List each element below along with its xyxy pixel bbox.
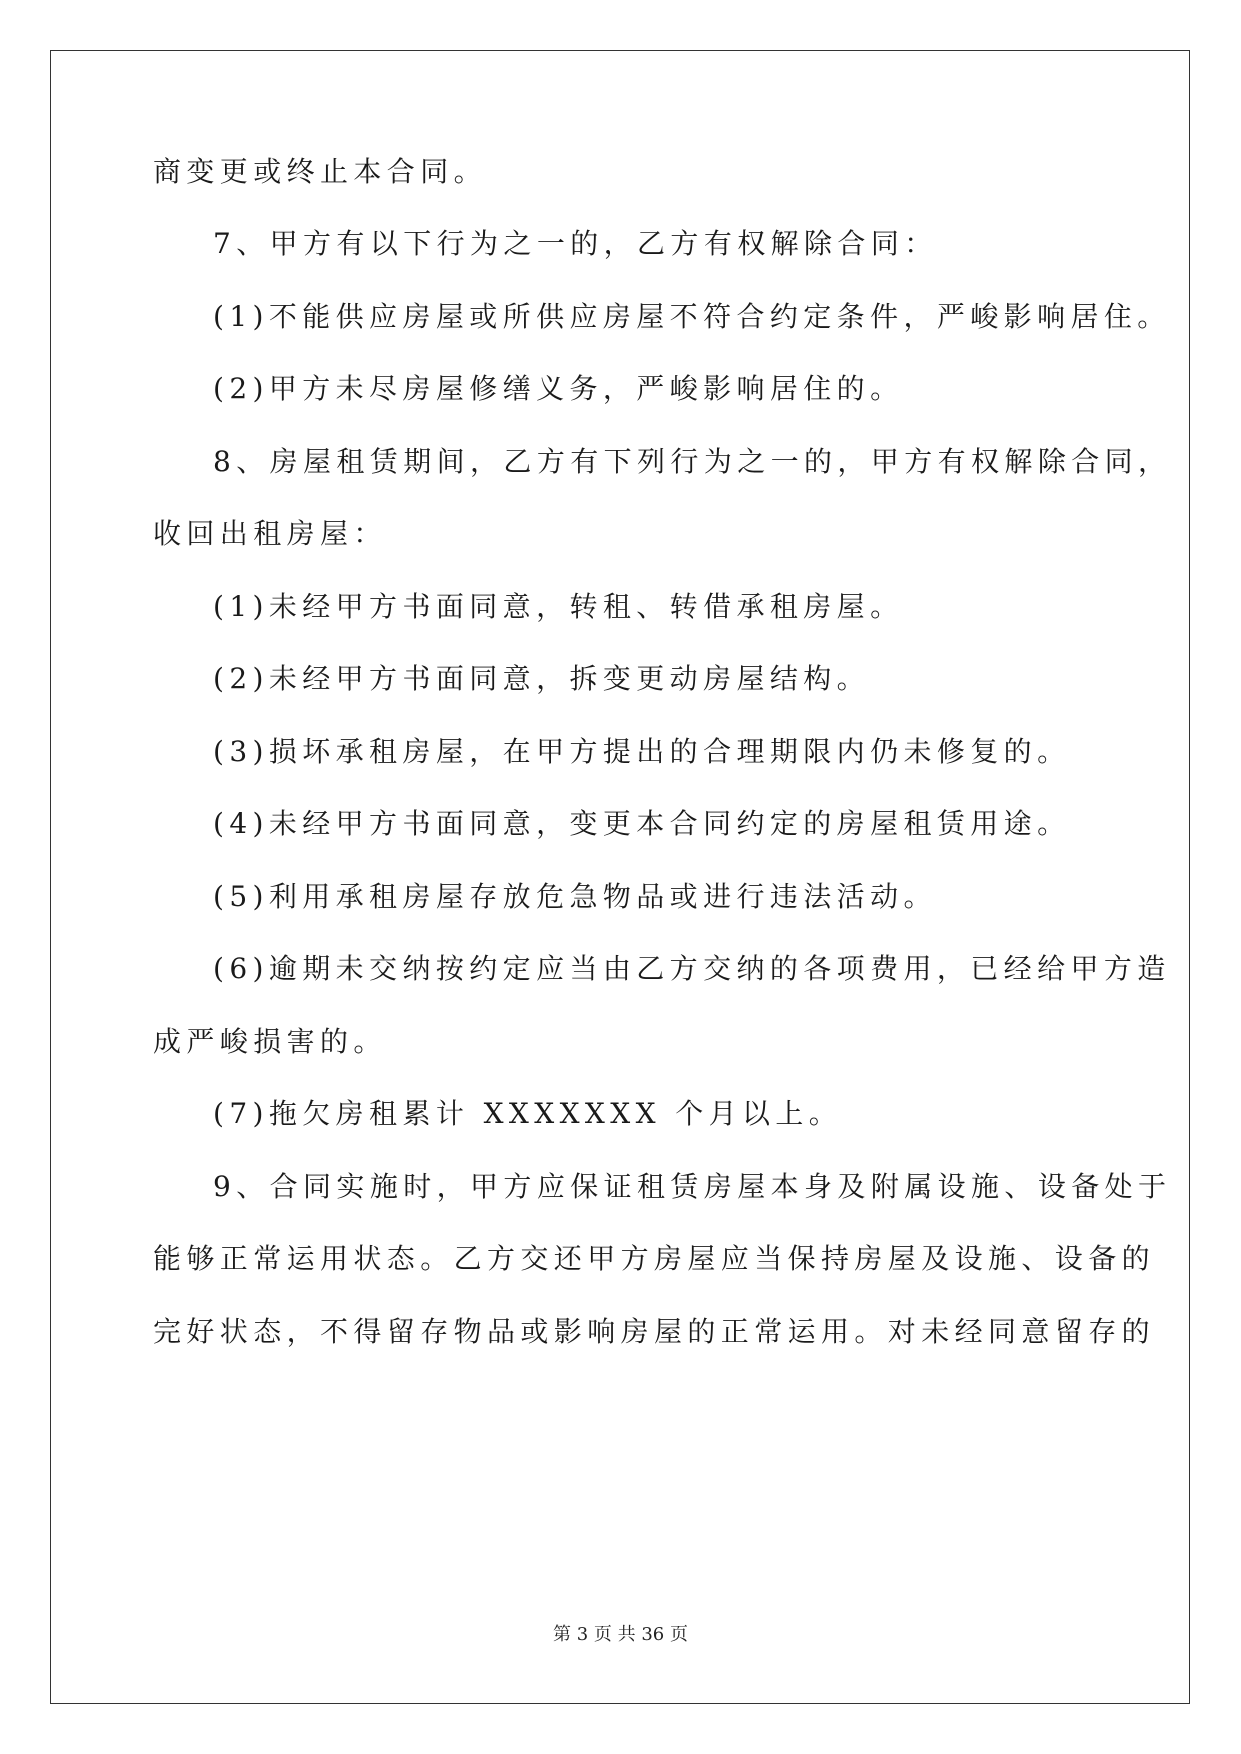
text-line-9: (3)损坏承租房屋，在甲方提出的合理期限内仍未修复的。 <box>213 735 1071 768</box>
text-line-6: 收回出租房屋： <box>153 517 387 550</box>
text-line-10: (4)未经甲方书面同意，变更本合同约定的房屋租赁用途。 <box>213 807 1071 840</box>
text-line-7: (1)未经甲方书面同意，转租、转借承租房屋。 <box>213 590 904 623</box>
text-line-1: 商变更或终止本合同。 <box>153 155 488 188</box>
text-line-15: 9、合同实施时，甲方应保证租赁房屋本身及附属设施、设备处于 <box>213 1170 1172 1203</box>
text-line-4: (2)甲方未尽房屋修缮义务，严峻影响居住的。 <box>213 372 904 405</box>
text-line-5: 8、房屋租赁期间，乙方有下列行为之一的，甲方有权解除合同， <box>213 445 1172 478</box>
text-line-8: (2)未经甲方书面同意，拆变更动房屋结构。 <box>213 662 871 695</box>
text-line-14: (7)拖欠房租累计 XXXXXXX 个月以上。 <box>213 1097 843 1130</box>
page-number-footer: 第 3 页 共 36 页 <box>553 1624 688 1645</box>
text-line-3: (1)不能供应房屋或所供应房屋不符合约定条件，严峻影响居住。 <box>213 300 1171 333</box>
text-line-12: (6)逾期未交纳按约定应当由乙方交纳的各项费用，已经给甲方造 <box>213 952 1171 985</box>
text-line-13: 成严峻损害的。 <box>153 1025 387 1058</box>
text-line-11: (5)利用承租房屋存放危急物品或进行违法活动。 <box>213 880 937 913</box>
text-line-16: 能够正常运用状态。乙方交还甲方房屋应当保持房屋及设施、设备的 <box>153 1242 1156 1275</box>
text-line-17: 完好状态，不得留存物品或影响房屋的正常运用。对未经同意留存的 <box>153 1315 1156 1348</box>
text-line-2: 7、甲方有以下行为之一的，乙方有权解除合同： <box>213 227 938 260</box>
